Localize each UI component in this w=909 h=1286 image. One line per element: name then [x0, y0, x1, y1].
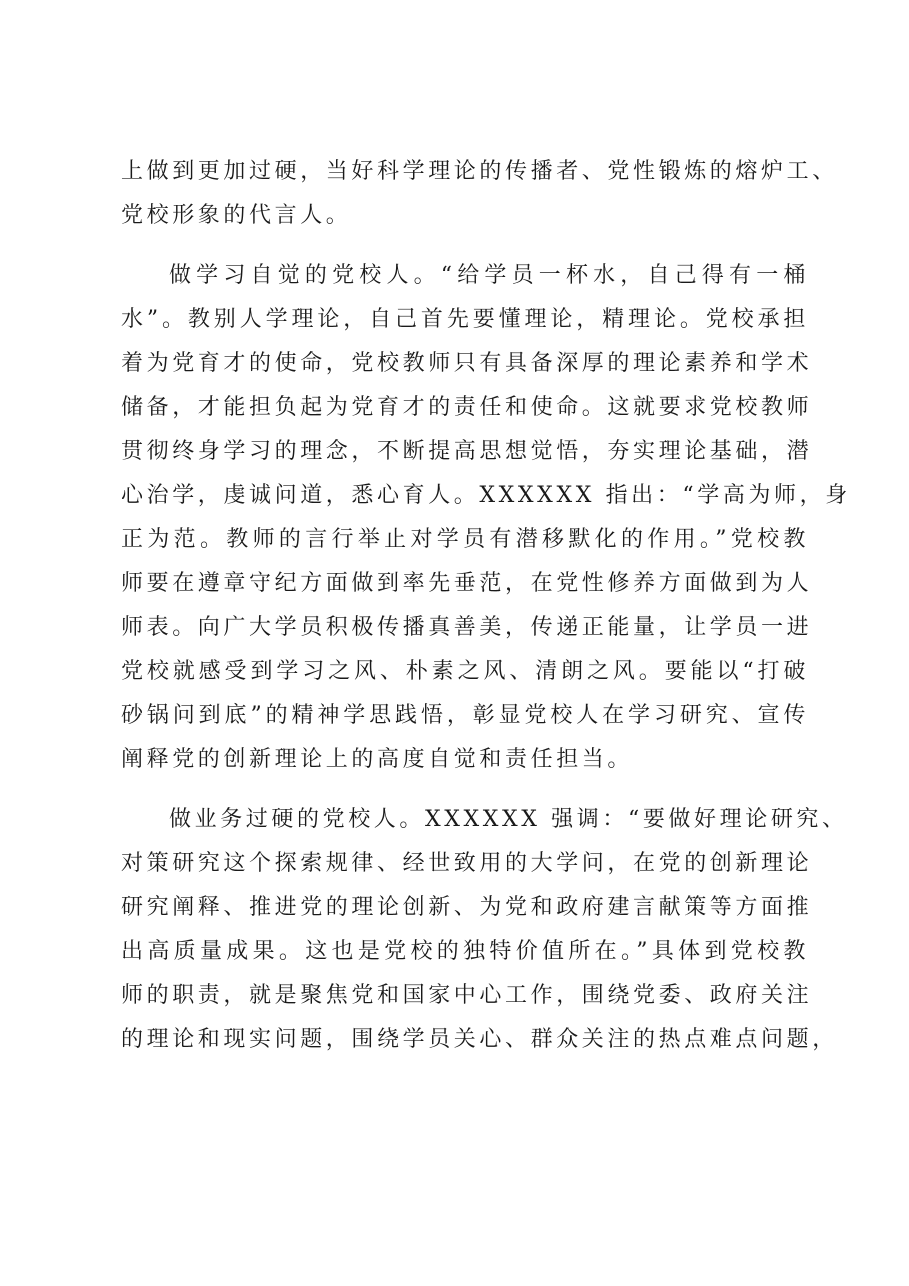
text-line: 师的职责，就是聚焦党和国家中心工作，围绕党委、政府关注	[121, 983, 813, 1008]
text-line: 师要在遵章守纪方面做到率先垂范，在党性修养方面做到为人	[121, 571, 813, 596]
text-line: 着为党育才的使命，党校教师只有具备深厚的理论素养和学术	[121, 351, 813, 376]
text-line: 上做到更加过硬，当好科学理论的传播者、党性锻炼的熔炉工、	[121, 159, 838, 184]
text-line: 对策研究这个探索规律、经世致用的大学问，在党的创新理论	[121, 851, 813, 876]
paragraph-3	[121, 798, 848, 1062]
text-line: 水”。教别人学理论，自己首先要懂理论，精理论。党校承担	[121, 307, 809, 332]
paragraph-1	[121, 150, 838, 238]
text-line: 出高质量成果。这也是党校的独特价值所在。”具体到党校教	[121, 939, 809, 964]
text-line: 砂锅问到底”的精神学思践悟，彰显党校人在学习研究、宣传	[121, 703, 809, 728]
text-line: 贯彻终身学习的理念，不断提高思想觉悟，夯实理论基础，潜	[121, 439, 813, 464]
text-line: 正为范。教师的言行举止对学员有潜移默化的作用。”党校教	[121, 527, 809, 552]
text-line: 的理论和现实问题，围绕学员关心、群众关注的热点难点问题，	[121, 1027, 838, 1052]
text-line: 心治学，虔诚问道，悉心育人。XXXXXX 指出：“学高为师，身	[121, 483, 851, 508]
text-line: 做业务过硬的党校人。XXXXXX 强调：“要做好理论研究、	[169, 807, 848, 832]
text-line: 党校形象的代言人。	[121, 203, 352, 228]
paragraph-2	[121, 254, 851, 782]
text-line: 阐释党的创新理论上的高度自觉和责任担当。	[121, 747, 634, 772]
document-body	[121, 150, 851, 1062]
text-line: 储备，才能担负起为党育才的责任和使命。这就要求党校教师	[121, 395, 813, 420]
text-line: 党校就感受到学习之风、朴素之风、清朗之风。要能以“打破	[121, 659, 809, 684]
text-line: 研究阐释、推进党的理论创新、为党和政府建言献策等方面推	[121, 895, 813, 920]
text-line: 师表。向广大学员积极传播真善美，传递正能量，让学员一进	[121, 615, 813, 640]
text-line: 做学习自觉的党校人。“给学员一杯水，自己得有一桶	[169, 263, 809, 288]
